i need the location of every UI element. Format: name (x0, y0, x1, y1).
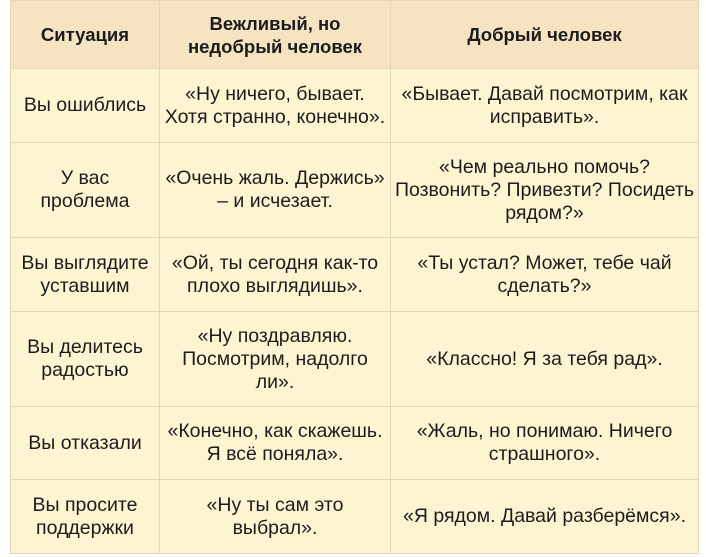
table-row (11, 407, 699, 480)
header-polite-unkind: Вежливый, но недобрый человек (160, 1, 391, 69)
cell-situation: Вы отказали (11, 407, 160, 480)
table-row (11, 312, 699, 407)
table-row (11, 143, 699, 238)
cell-polite-unkind: «Ну ничего, бывает. Хотя странно, конечно». (160, 69, 391, 143)
cell-situation: У вас проблема (11, 143, 160, 238)
table-row (11, 480, 699, 554)
cell-polite-unkind: «Очень жаль. Держись» – и исчезает. (160, 143, 391, 238)
cell-situation: Вы ошиблись (11, 69, 160, 143)
cell-kind: «Жаль, но понимаю. Ничего страшного». (391, 407, 699, 480)
cell-polite-unkind: «Конечно, как скажешь. Я всё поняла». (160, 407, 391, 480)
cell-kind: «Я рядом. Давай разберёмся». (391, 480, 699, 554)
header-situation: Ситуация (11, 1, 160, 69)
cell-polite-unkind: «Ну ты сам это выбрал». (160, 480, 391, 554)
cell-kind: «Бывает. Давай посмотрим, как исправить». (391, 69, 699, 143)
cell-polite-unkind: «Ну поздравляю. Посмотрим, надолго ли». (160, 312, 391, 407)
cell-kind: «Ты устал? Может, тебе чай сделать?» (391, 238, 699, 312)
table-row (11, 238, 699, 312)
comparison-table (10, 0, 699, 554)
comparison-table-container (10, 0, 698, 554)
cell-situation: Вы делитесь радостью (11, 312, 160, 407)
cell-situation: Вы просите поддержки (11, 480, 160, 554)
header-kind: Добрый человек (391, 1, 699, 69)
cell-polite-unkind: «Ой, ты сегодня как-то плохо выглядишь». (160, 238, 391, 312)
cell-kind: «Классно! Я за тебя рад». (391, 312, 699, 407)
table-header-row (11, 1, 699, 69)
cell-kind: «Чем реально помочь? Позвонить? Привезти? Посидеть рядом?» (391, 143, 699, 238)
cell-situation: Вы выглядите уставшим (11, 238, 160, 312)
table-row (11, 69, 699, 143)
